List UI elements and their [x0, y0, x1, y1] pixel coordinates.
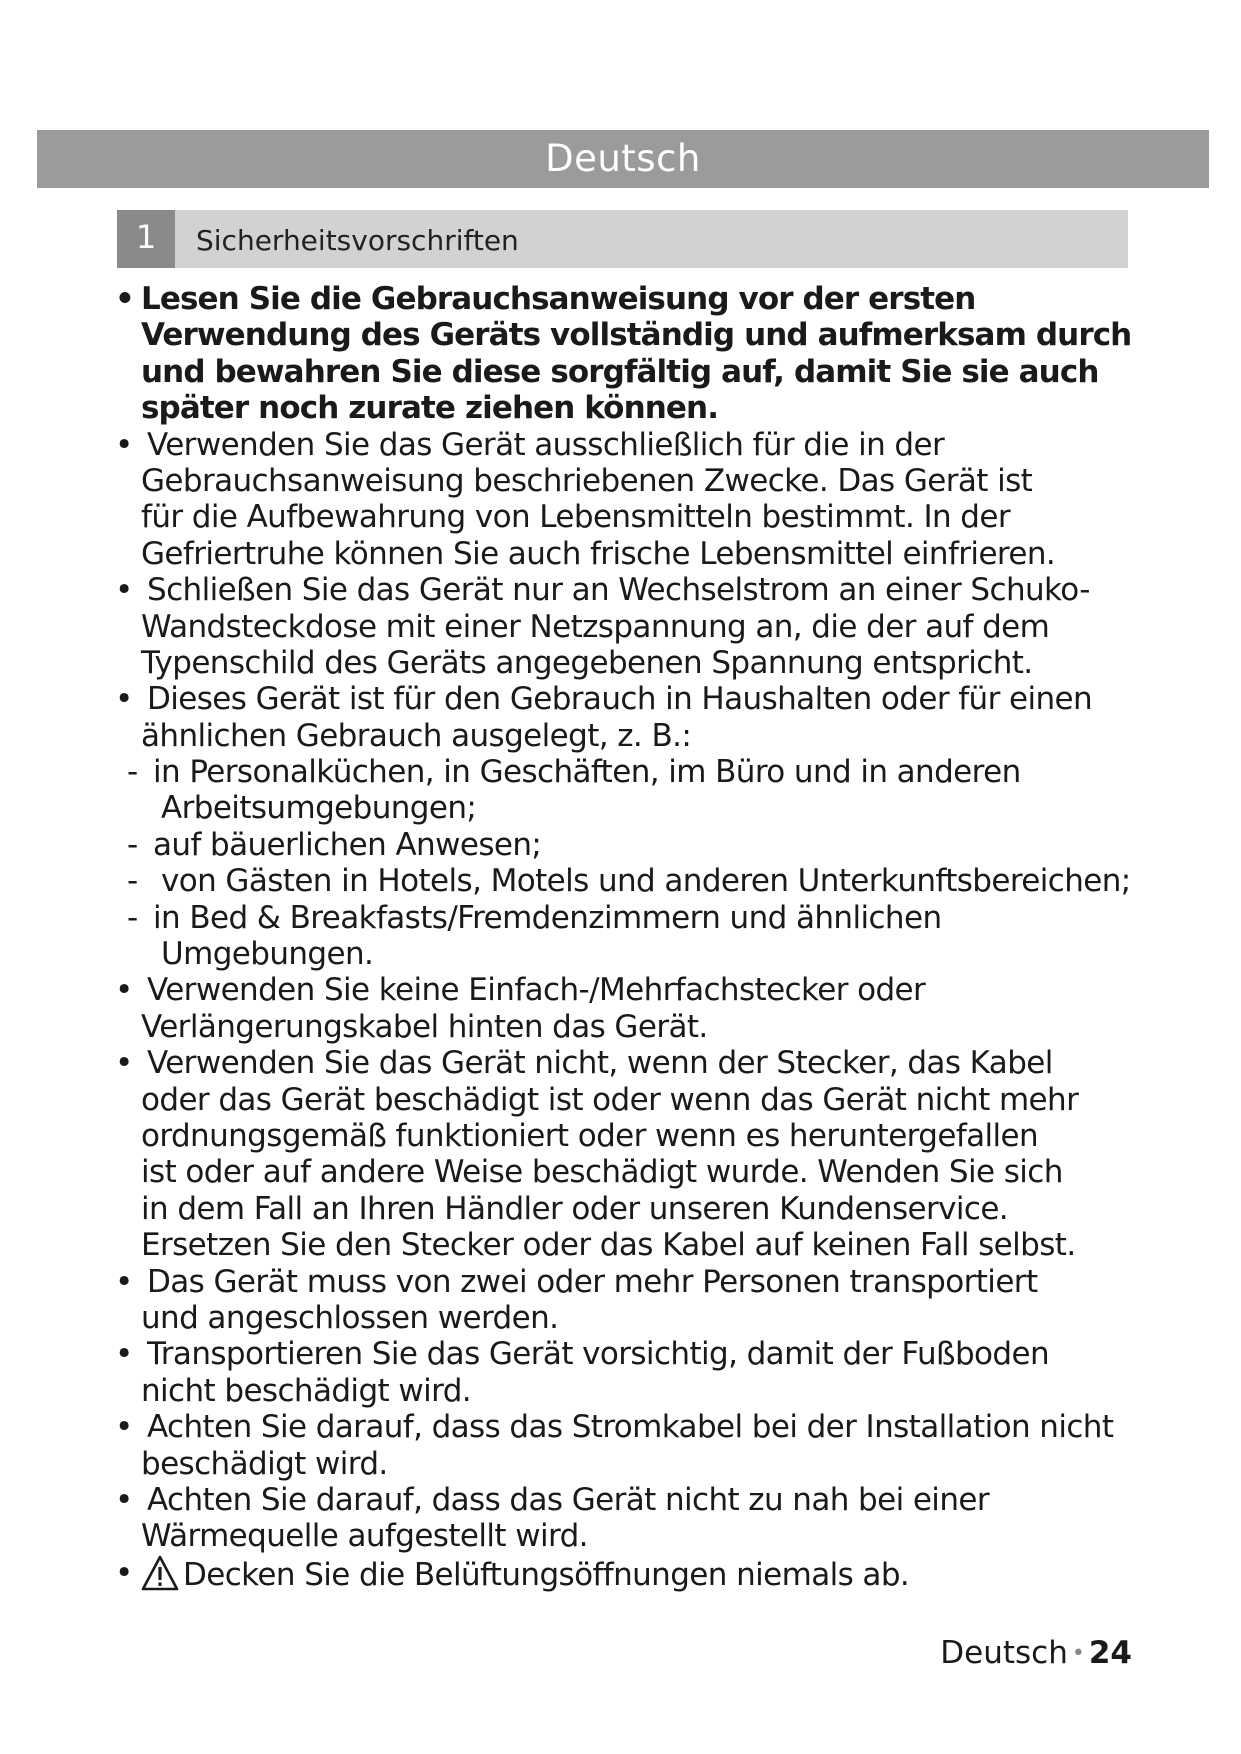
text-line: und angeschlossen werden.: [141, 1299, 559, 1336]
text-line: in Bed & Breakfasts/Fremdenzimmern und ähnlichen: [153, 899, 942, 936]
text-line: [115, 1555, 1135, 1591]
text-line: von Gästen in Hotels, Motels und anderen Unterkunftsbereichen;: [161, 863, 1131, 900]
list-item: [115, 281, 1135, 427]
text-line: Gefriertruhe können Sie auch frische Lebensmittel einfrieren.: [141, 535, 1056, 572]
warning-text: Decken Sie die Belüftungsöffnungen niemals ab.: [183, 1556, 910, 1593]
text-line: Verwendung des Geräts vollständig und aufmerksam durch: [141, 317, 1132, 354]
sub-list-item: [115, 863, 1135, 899]
list-item: [115, 1409, 1135, 1482]
text-line: Gebrauchsanweisung beschriebenen Zwecke. Das Gerät ist: [141, 462, 1033, 499]
language-banner: Deutsch: [37, 130, 1209, 188]
sub-list-item: [115, 827, 1135, 863]
safety-instructions-list: [115, 281, 1135, 1591]
bullet: •: [115, 1481, 133, 1518]
bullet: •: [115, 1554, 133, 1591]
text-line: Wärmequelle aufgestellt wird.: [141, 1518, 588, 1555]
text-line: Verwenden Sie keine Einfach-/Mehrfachstecker oder: [147, 972, 926, 1009]
section-number: 1: [117, 210, 175, 268]
page-number: 24: [1088, 1635, 1132, 1671]
text-line: Wandsteckdose mit einer Netzspannung an, die der auf dem: [141, 608, 1050, 645]
text-line: in Personalküchen, in Geschäften, im Büro und in anderen: [153, 754, 1021, 791]
list-item: [115, 1482, 1135, 1555]
text-line: Lesen Sie die Gebrauchsanweisung vor der ersten: [141, 281, 976, 317]
page-footer: [900, 1635, 1132, 1671]
section-header: [117, 210, 1128, 268]
bullet: •: [115, 1263, 133, 1300]
text-line: in dem Fall an Ihren Händler oder unseren Kundenservice.: [141, 1190, 1009, 1227]
footer-language: Deutsch: [940, 1635, 1068, 1671]
list-item: [115, 1336, 1135, 1409]
text-line: Umgebungen.: [161, 936, 374, 973]
dash: -: [127, 826, 138, 863]
section-title: Sicherheitsvorschriften: [196, 224, 519, 257]
text-line: später noch zurate ziehen können.: [141, 390, 719, 427]
list-item: [115, 427, 1135, 573]
bullet: •: [115, 1045, 133, 1082]
list-item: [115, 681, 1135, 754]
list-item: [115, 572, 1135, 681]
text-line: beschädigt wird.: [141, 1445, 388, 1482]
text-line: nicht beschädigt wird.: [141, 1372, 472, 1409]
sub-list-item: [115, 754, 1135, 827]
text-line: Verlängerungskabel hinten das Gerät.: [141, 1008, 708, 1045]
text-line: ist oder auf andere Weise beschädigt wurde. Wenden Sie sich: [141, 1154, 1063, 1191]
text-line: oder das Gerät beschädigt ist oder wenn das Gerät nicht mehr: [141, 1081, 1079, 1118]
sub-list-item: [115, 900, 1135, 973]
text-line: ordnungsgemäß funktioniert oder wenn es heruntergefallen: [141, 1117, 1039, 1154]
bullet: •: [115, 281, 134, 317]
text-line: Schließen Sie das Gerät nur an Wechselstrom an einer Schuko-: [147, 572, 1090, 609]
text-line: Ersetzen Sie den Stecker oder das Kabel auf keinen Fall selbst.: [141, 1227, 1076, 1264]
text-line: Das Gerät muss von zwei oder mehr Personen transportiert: [147, 1263, 1038, 1300]
text-line: Transportieren Sie das Gerät vorsichtig, damit der Fußboden: [147, 1336, 1049, 1373]
bullet: •: [115, 572, 133, 609]
warning-triangle-icon: [141, 1555, 179, 1591]
text-line: auf bäuerlichen Anwesen;: [153, 826, 542, 863]
text-line: Verwenden Sie das Gerät ausschließlich für die in der: [147, 426, 945, 463]
list-item: [115, 1264, 1135, 1337]
dash: -: [127, 863, 138, 900]
text-line: Verwenden Sie das Gerät nicht, wenn der Stecker, das Kabel: [147, 1045, 1053, 1082]
footer-separator: •: [1071, 1641, 1085, 1666]
bullet: •: [115, 681, 133, 718]
bullet: •: [115, 1409, 133, 1446]
text-line: Dieses Gerät ist für den Gebrauch in Haushalten oder für einen: [147, 681, 1093, 718]
bullet: •: [115, 426, 133, 463]
bullet: •: [115, 1336, 133, 1373]
text-line: ähnlichen Gebrauch ausgelegt, z. B.:: [141, 717, 692, 754]
text-line: Typenschild des Geräts angegebenen Spannung entspricht.: [141, 644, 1033, 681]
dash: -: [127, 754, 138, 791]
bullet: •: [115, 972, 133, 1009]
text-line: für die Aufbewahrung von Lebensmitteln bestimmt. In der: [141, 499, 1010, 536]
dash: -: [127, 899, 138, 936]
list-item: [115, 972, 1135, 1045]
text-line: Arbeitsumgebungen;: [161, 790, 477, 827]
text-line: und bewahren Sie diese sorgfältig auf, damit Sie sie auch: [141, 353, 1099, 390]
list-item: [115, 1045, 1135, 1263]
list-item: [115, 1555, 1135, 1591]
text-line: Achten Sie darauf, dass das Stromkabel bei der Installation nicht: [147, 1409, 1114, 1446]
text-line: Achten Sie darauf, dass das Gerät nicht zu nah bei einer: [147, 1481, 989, 1518]
